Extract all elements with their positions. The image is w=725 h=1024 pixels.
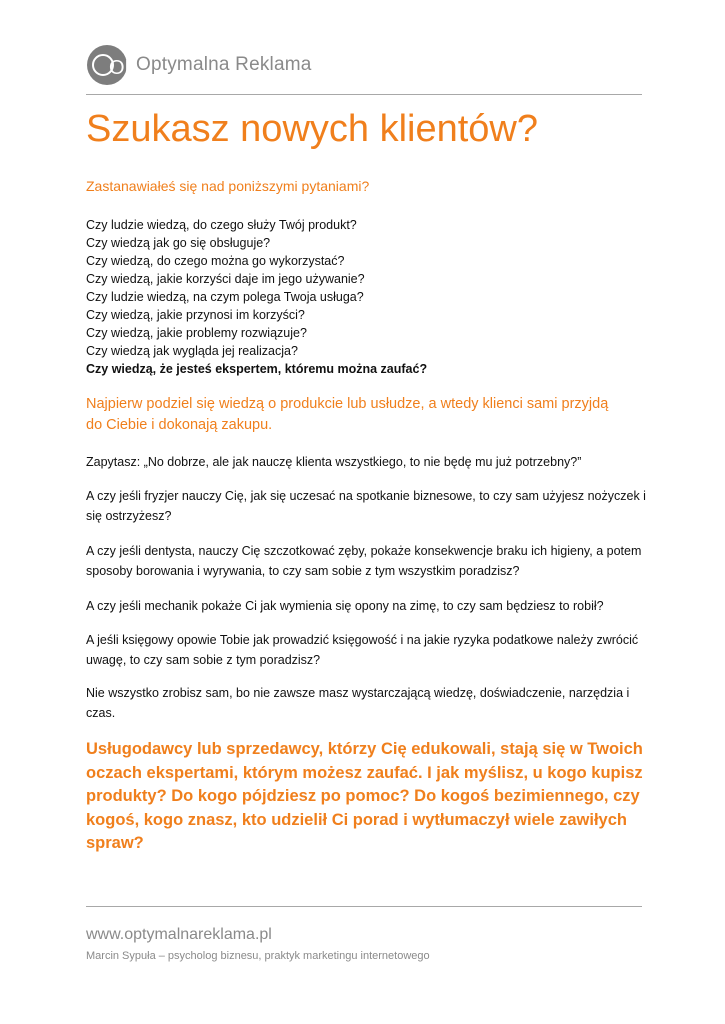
page-title: Szukasz nowych klientów? (86, 108, 538, 150)
list-item: Czy wiedzą, do czego można go wykorzystać? (86, 254, 345, 268)
subtitle: Zastanawiałeś się nad poniższymi pytaniami? (86, 178, 370, 194)
list-item: Czy ludzie wiedzą, do czego służy Twój produkt? (86, 218, 357, 232)
question-list (86, 216, 427, 378)
brand-logo-icon (86, 44, 139, 86)
paragraph: A jeśli księgowy opowie Tobie jak prowadzić księgowość i na jakie ryzyka podatkowe należy zwrócić uwagę, to czy sam sobie z tym poradzisz? (86, 633, 639, 667)
footer-divider (86, 906, 642, 907)
paragraph: Nie wszystko zrobisz sam, bo nie zawsze masz wystarczającą wiedzę, doświadczenie, narzędzia i czas. (86, 686, 630, 720)
brand-name: Optymalna Reklama (136, 54, 312, 75)
paragraph: Zapytasz: „No dobrze, ale jak nauczę klienta wszystkiego, to nie będę mu już potrzebny?” (86, 455, 582, 469)
list-item: Czy wiedzą jak wygląda jej realizacja? (86, 344, 298, 358)
footer-url: www.optymalnareklama.pl (86, 926, 272, 943)
logo-monogram: OR (109, 57, 139, 79)
list-item: Czy ludzie wiedzą, na czym polega Twoja usługa? (86, 290, 364, 304)
list-item: Czy wiedzą, jakie przynosi im korzyści? (86, 308, 305, 322)
page-header (86, 44, 642, 95)
list-item: Czy wiedzą, jakie problemy rozwiązuje? (86, 326, 307, 340)
paragraph: A czy jeśli dentysta, nauczy Cię szczotkować zęby, pokaże konsekwencje braku ich higieny, a potem sposoby borowania i wyrywania, to czy sam sobie z tym wszystkim poradzisz? (86, 544, 642, 578)
paragraph: A czy jeśli mechanik pokaże Ci jak wymienia się opony na zimę, to czy sam będziesz to robił? (86, 599, 604, 613)
paragraph: A czy jeśli fryzjer nauczy Cię, jak się uczesać na spotkanie biznesowe, to czy sam użyjesz nożyczek i się ostrzyżesz? (86, 489, 646, 523)
closing-statement: Usługodawcy lub sprzedawcy, którzy Cię edukowali, stają się w Twoich oczach ekspertami, którym możesz zaufać. I jak myślisz, u kogo kupisz produkty? Do kogo pójdziesz po pomoc? Do kogoś bezimiennego, czy kogoś, kogo znasz, kto udzielił Ci porad i wytłumaczył wiele zawiłych spraw? (86, 740, 643, 852)
list-item-emphasis: Czy wiedzą, że jesteś ekspertem, któremu można zaufać? (86, 362, 428, 376)
list-item: Czy wiedzą, jakie korzyści daje im jego używanie? (86, 272, 365, 286)
list-item: Czy wiedzą jak go się obsługuje? (86, 236, 271, 250)
lead-paragraph: Najpierw podziel się wiedzą o produkcie lub usłudze, a wtedy klienci sami przyjdą do Ciebie i dokonają zakupu. (86, 396, 609, 433)
footer-author: Marcin Sypuła – psycholog biznesu, praktyk marketingu internetowego (86, 950, 430, 962)
